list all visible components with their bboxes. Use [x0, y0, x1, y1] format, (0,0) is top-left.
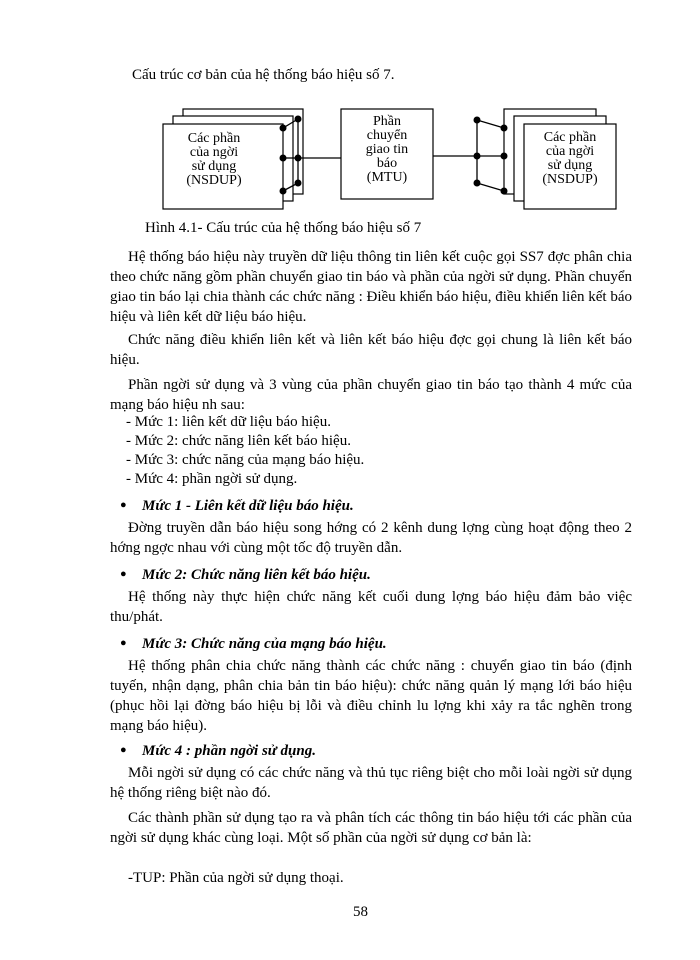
page-number: 58	[353, 904, 368, 920]
list-item: - Mức 3: chức năng của mạng báo hiệu.	[126, 452, 365, 468]
section-3-text: Hệ thống phân chia chức năng thành các chức năng : chuyển giao tin báo (định tuyến, nhận dạng, phân chia bản tin báo hiệu): chức năng quản lý mạng lới báo hiệu (phục hồi lại đờng báo hiệu bị lỗi và điều chỉnh lu lợng khi xảy ra tắc nghẽn trong mạng báo hiệu).	[110, 658, 632, 734]
bullet-icon: ●	[120, 499, 127, 511]
mtu-box-label: Phần chuyển giao tin báo (MTU)	[365, 114, 409, 185]
section-heading-2: ● Mức 2: Chức năng liên kết báo hiệu.	[120, 567, 371, 583]
list-item: - Mức 4: phần ngời sử dụng.	[126, 471, 298, 487]
section-1-text: Đờng truyền dẫn báo hiệu song hớng có 2 kênh dung lợng cùng hoạt động theo 2 hớng ngợc nhau với cùng một tốc độ truyền dẫn.	[110, 520, 632, 556]
figure-caption: Hình 4.1- Cấu trúc của hệ thống báo hiệu số 7	[145, 220, 422, 236]
diagram-caption-top: Cấu trúc cơ bản của hệ thống báo hiệu số 7.	[132, 67, 395, 83]
paragraph-4: Các thành phần sử dụng tạo ra và phân tích các thông tin báo hiệu tới các phần của ngời sử dụng khác cùng loại. Một số phần của ngời sử dụng cơ bản là:	[110, 810, 632, 846]
section-heading-1: ● Mức 1 - Liên kết dữ liệu báo hiệu.	[120, 498, 354, 514]
list-item: - Mức 1: liên kết dữ liệu báo hiệu.	[126, 414, 331, 430]
right-box-label: Các phần của ngời sử dụng (NSDUP)	[542, 130, 598, 187]
section-heading-3: ● Mức 3: Chức năng của mạng báo hiệu.	[120, 636, 387, 652]
paragraph-1: Hệ thống báo hiệu này truyền dữ liệu thông tin liên kết cuộc gọi SS7 đợc phân chia theo chức năng gồm phần chuyển giao tin báo và phần của ngời sử dụng. Phần chuyển giao tin báo lại chia thành các chức năng : Điều khiển báo hiệu, điều khiển liên kết báo hiệu và liên kết dữ liệu báo hiệu.	[110, 249, 632, 325]
paragraph-3: Phần ngời sử dụng và 3 vùng của phần chuyển giao tin báo tạo thành 4 mức của mạng báo hiệu nh sau:	[110, 377, 632, 413]
list-item: - Mức 2: chức năng liên kết báo hiệu.	[126, 433, 351, 449]
section-4-text: Mỗi ngời sử dụng có các chức năng và thủ tục riêng biệt cho mỗi loài ngời sử dụng hệ thống riêng biệt nào đó.	[110, 765, 632, 801]
paragraph-2: Chức năng điều khiển liên kết và liên kết báo hiệu đợc gọi chung là liên kết báo hiệu.	[110, 332, 632, 368]
tup-line: -TUP: Phần của ngời sử dụng thoại.	[128, 870, 344, 886]
bullet-icon: ●	[120, 637, 127, 649]
left-box-label: Các phần của ngời sử dụng (NSDUP)	[186, 131, 242, 188]
bullet-icon: ●	[120, 568, 127, 580]
bullet-icon: ●	[120, 744, 127, 756]
section-2-text: Hệ thống này thực hiện chức năng kết cuối dung lợng báo hiệu đảm bảo việc thu/phát.	[110, 589, 632, 625]
level-list	[126, 413, 364, 489]
section-heading-4: ● Mức 4 : phần ngời sử dụng.	[120, 743, 316, 759]
